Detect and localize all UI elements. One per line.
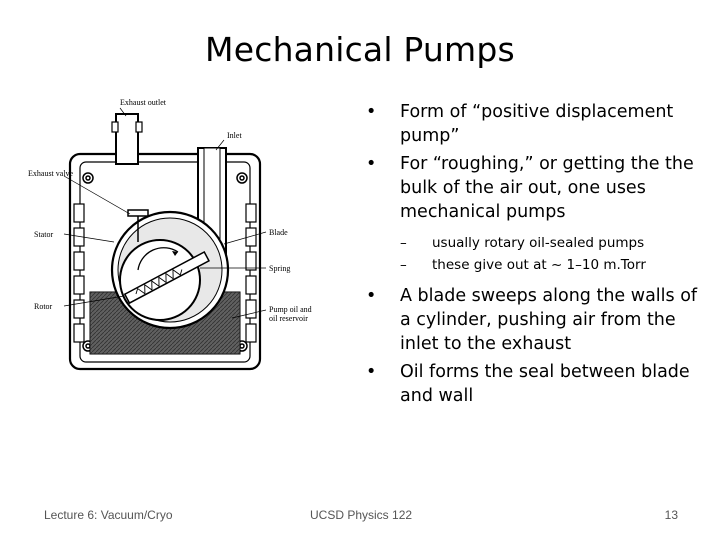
bullet-marker: • [366, 154, 377, 174]
bullet-text: For “roughing,” or getting the the bulk of the air out, one uses mechanical pumps [400, 154, 694, 222]
bullet-marker: • [366, 362, 377, 382]
sub-bullet-item [362, 232, 702, 254]
bullet-marker: • [366, 286, 377, 306]
footer-course: UCSD Physics 122 [310, 508, 413, 522]
sub-bullet-marker: – [400, 257, 407, 273]
bullet-text: A blade sweeps along the walls of a cylinder, pushing air from the inlet to the exhaust [400, 286, 698, 354]
sub-bullet-item [362, 254, 702, 276]
bullet-item [362, 360, 702, 408]
bullet-item [362, 152, 702, 224]
bullet-list [362, 100, 702, 412]
footer-lecture: Lecture 6: Vacuum/Cryo [44, 508, 173, 522]
label-spring: Spring [269, 264, 291, 273]
sub-bullet-marker: – [400, 235, 407, 251]
slide-title: Mechanical Pumps [205, 30, 515, 69]
sub-bullet-list [362, 232, 702, 276]
label-pump-oil-line2: oil reservoir [269, 314, 308, 323]
label-exhaust-outlet: Exhaust outlet [120, 98, 166, 107]
bullet-item [362, 100, 702, 148]
bullet-text: Form of “positive displacement pump” [400, 102, 674, 146]
bullet-marker: • [366, 102, 377, 122]
label-exhaust-valve: Exhaust valve [28, 169, 74, 178]
rotary-pump-diagram [28, 92, 348, 382]
bullet-item [362, 284, 702, 356]
label-stator: Stator [34, 230, 54, 239]
label-blade: Blade [269, 228, 288, 237]
footer-page-number: 13 [664, 508, 678, 522]
label-rotor: Rotor [34, 302, 53, 311]
label-inlet: Inlet [227, 131, 242, 140]
sub-bullet-text: these give out at ~ 1–10 m.Torr [432, 257, 646, 273]
sub-bullet-text: usually rotary oil-sealed pumps [432, 235, 645, 251]
label-pump-oil-line1: Pump oil and [269, 305, 312, 314]
bullet-text: Oil forms the seal between blade and wall [400, 362, 690, 406]
